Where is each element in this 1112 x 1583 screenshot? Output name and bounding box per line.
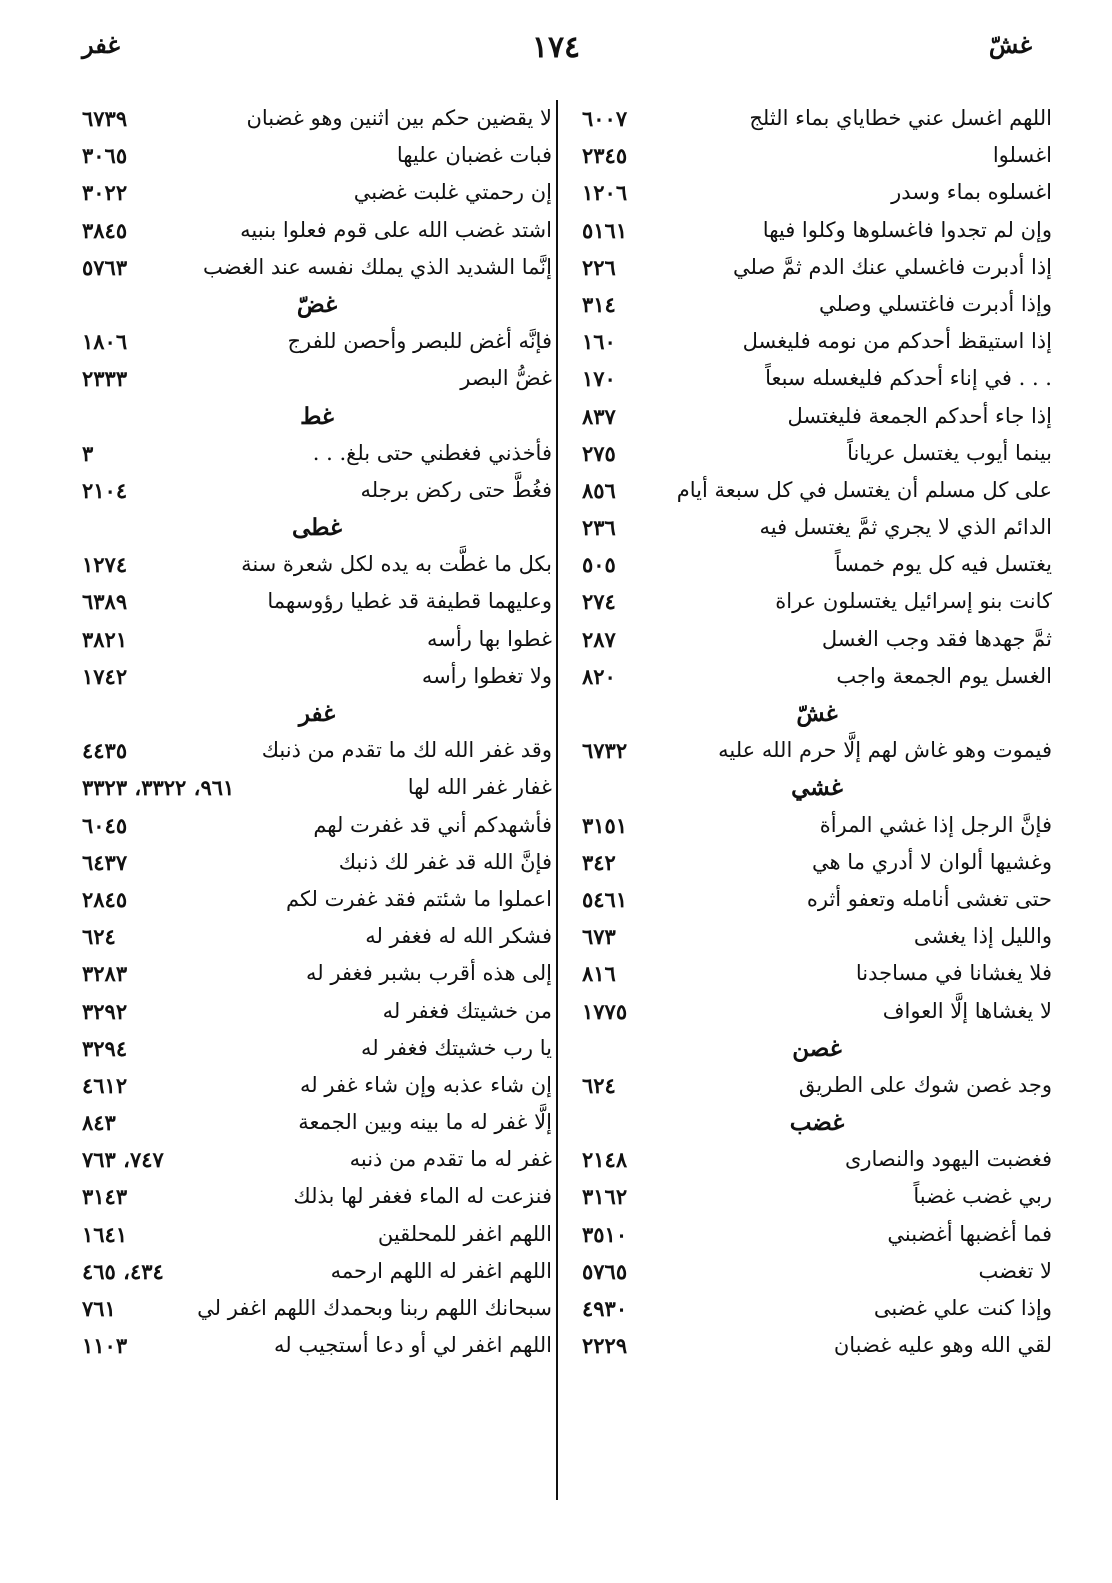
entry-reference: ٥٧٦٣	[82, 254, 128, 280]
entry-text: يا رب خشيتك فغفر له	[361, 1035, 552, 1060]
index-entry	[582, 546, 1052, 583]
entry-text: وجد غصن شوك على الطريق	[798, 1072, 1052, 1097]
entry-reference: ٣٨٢١	[82, 626, 128, 652]
entry-reference: ٥٧٦٥	[582, 1258, 628, 1284]
entry-reference: ١٢٠٦	[582, 180, 628, 206]
section-heading	[82, 695, 552, 732]
entry-reference: ٦٧٣٩	[82, 106, 128, 131]
entry-reference: ١٧٤٢	[82, 663, 128, 689]
index-entry	[582, 658, 1052, 695]
index-entry	[582, 1327, 1052, 1364]
index-entry	[582, 137, 1052, 174]
entry-reference: ٥٤٦١	[582, 886, 628, 912]
entry-reference: ١٢٧٤	[82, 552, 128, 578]
entry-reference: ٢٧٥	[582, 440, 616, 466]
entry-reference: ٣١٤٣	[82, 1184, 128, 1210]
entry-text: اللهم اغفر للمحلقين	[377, 1221, 552, 1246]
entry-text: إلَّا غفر له ما بينه وبين الجمعة	[298, 1110, 552, 1135]
entry-text: فإنَّه أغض للبصر وأحصن للفرج	[287, 329, 552, 354]
index-entry	[582, 435, 1052, 472]
section-heading	[82, 398, 552, 435]
entry-text: . . . في إناء أحدكم فليغسله سبعاً	[765, 366, 1052, 391]
entry-text: لا تغضب	[978, 1258, 1052, 1283]
index-entry	[82, 1141, 552, 1178]
index-entry	[582, 286, 1052, 323]
entry-text: على كل مسلم أن يغتسل في كل سبعة أيام	[676, 477, 1052, 502]
index-entry	[582, 583, 1052, 620]
entry-text: إذا جاء أحدكم الجمعة فليغتسل	[787, 403, 1052, 428]
entry-reference: ٣٢٩٤	[82, 1035, 128, 1061]
index-entry	[82, 1178, 552, 1215]
entry-text: فيموت وهو غاش لهم إلَّا حرم الله عليه	[718, 738, 1052, 763]
entry-reference: ٤٤٣٥	[82, 738, 128, 764]
entry-reference: ٢٣٦	[582, 515, 616, 541]
entry-text: إن رحمتي غلبت غضبي	[353, 180, 552, 205]
entry-reference: ٦٠٠٧	[582, 106, 628, 131]
entry-reference: ٣٠٦٥	[82, 143, 128, 169]
entry-text: حتى تغشى أنامله وتعفو أثره	[806, 886, 1052, 911]
heading-text: غشّ	[796, 700, 838, 727]
entry-text: فأخذني فغطني حتى بلغ. . .	[312, 440, 552, 465]
entry-text: اللهم اغفر له اللهم ارحمه	[330, 1258, 552, 1283]
entry-reference: ٦٢٤	[82, 924, 116, 950]
column-divider	[556, 100, 558, 1500]
entry-text: من خشيتك فغفر له	[382, 998, 552, 1023]
entry-text: ربي غضب غضباً	[913, 1184, 1052, 1209]
index-entry	[582, 844, 1052, 881]
index-entry	[582, 1216, 1052, 1253]
entry-reference: ٢١٤٨	[582, 1147, 628, 1173]
entry-reference: ٢٣٤٥	[582, 143, 628, 169]
index-entry	[82, 249, 552, 286]
index-entry	[582, 955, 1052, 992]
entry-reference: ٢٢٦	[582, 254, 616, 280]
index-entry	[582, 360, 1052, 397]
index-entry	[82, 360, 552, 397]
index-entry	[82, 1327, 552, 1364]
index-entry	[582, 621, 1052, 658]
index-entry	[582, 1290, 1052, 1327]
entry-text: غضُّ البصر	[460, 366, 552, 391]
entry-text: بينما أيوب يغتسل عرياناً	[847, 440, 1052, 465]
entry-text: فبات غضبان عليها	[396, 143, 552, 168]
entry-reference: ٢١٠٤	[82, 477, 128, 503]
entry-reference: ٣١٥١	[582, 812, 628, 838]
section-heading	[582, 695, 1052, 732]
entry-reference: ٤٣٤، ٤٦٥	[82, 1258, 164, 1284]
entry-text: اعملوا ما شئتم فقد غفرت لكم	[285, 886, 552, 911]
index-entry	[82, 472, 552, 509]
section-heading	[582, 1104, 1052, 1141]
page-number: ١٧٤	[531, 30, 581, 65]
entry-text: فأشهدكم أني قد غفرت لهم	[313, 812, 552, 837]
entry-text: فإنَّ الرجل إذا غشي المرأة	[819, 812, 1052, 837]
entry-reference: ٧٦١	[82, 1296, 116, 1321]
entry-text: وإذا أدبرت فاغتسلي وصلي	[819, 291, 1052, 316]
entry-reference: ٦٢٤	[582, 1072, 616, 1098]
entry-text: وغشيها ألوان لا أدري ما هي	[812, 849, 1052, 874]
index-entry	[582, 881, 1052, 918]
entry-text: فغضبت اليهود والنصارى	[844, 1147, 1052, 1172]
entry-text: إلى هذه أقرب بشبر فغفر له	[306, 961, 552, 986]
index-entry	[582, 807, 1052, 844]
index-entry	[582, 1067, 1052, 1104]
entry-text: فنزعت له الماء فغفر لها بذلك	[293, 1184, 552, 1209]
entry-text: وإذا كنت علي غضبى	[873, 1296, 1052, 1320]
entry-reference: ٤٩٣٠	[582, 1296, 628, 1321]
index-entry	[82, 955, 552, 992]
entry-text: الغسل يوم الجمعة واجب	[836, 663, 1052, 688]
section-heading	[82, 509, 552, 546]
index-entry	[582, 509, 1052, 546]
entry-text: غفر له ما تقدم من ذنبه	[349, 1147, 552, 1172]
entry-reference: ١٦٤١	[82, 1221, 128, 1247]
entry-text: اغسلوا	[992, 143, 1052, 168]
index-entry	[582, 1253, 1052, 1290]
entry-reference: ١١٠٣	[82, 1333, 128, 1359]
index-entry	[82, 546, 552, 583]
entry-reference: ٦٠٤٥	[82, 812, 128, 838]
entry-reference: ٣١٦٢	[582, 1184, 628, 1210]
index-entry	[82, 1216, 552, 1253]
entry-text: إن شاء عذبه وإن شاء غفر له	[300, 1072, 552, 1097]
entry-reference: ٣٢٨٣	[82, 961, 128, 987]
running-head-right: غشّ	[988, 30, 1032, 59]
index-entry	[582, 732, 1052, 769]
entry-text: غطوا بها رأسه	[427, 626, 552, 651]
entry-text: فشكر الله له فغفر له	[365, 924, 552, 949]
heading-text: غضب	[789, 1109, 845, 1137]
index-entry	[82, 583, 552, 620]
entry-reference: ٣٢٩٢	[82, 998, 128, 1024]
index-entry	[582, 993, 1052, 1030]
right-column	[582, 100, 1052, 1364]
index-entry	[82, 807, 552, 844]
entry-reference: ٣٥١٠	[582, 1221, 628, 1247]
index-entry	[82, 881, 552, 918]
index-entry	[82, 323, 552, 360]
entry-reference: ٦٤٣٧	[82, 849, 128, 875]
entry-text: والليل إذا يغشى	[913, 924, 1052, 949]
index-entry	[82, 918, 552, 955]
entry-text: ولا تغطوا رأسه	[421, 663, 552, 688]
index-entry	[82, 1290, 552, 1327]
index-entry	[582, 398, 1052, 435]
index-entry	[582, 323, 1052, 360]
entry-reference: ٦٣٨٩	[82, 589, 128, 615]
heading-text: غضّ	[296, 290, 338, 318]
entry-reference: ٨١٦	[582, 961, 616, 987]
entry-reference: ٣١٤	[582, 291, 616, 317]
entry-text: اشتد غضب الله على قوم فعلوا بنبيه	[240, 217, 552, 242]
entry-text: اللهم اغسل عني خطاياي بماء الثلج	[749, 106, 1052, 130]
entry-text: كانت بنو إسرائيل يغتسلون عراة	[775, 589, 1052, 614]
index-entry	[82, 100, 552, 137]
index-entry	[82, 769, 552, 806]
index-entry	[582, 174, 1052, 211]
index-entry	[82, 1104, 552, 1141]
index-entry	[82, 1253, 552, 1290]
entry-reference: ٣٨٤٥	[82, 217, 128, 243]
entry-text: لا يغشاها إلَّا العواف	[882, 998, 1052, 1023]
entry-text: بكل ما غطَّت به يده لكل شعرة سنة	[241, 552, 552, 577]
heading-text: غفر	[298, 700, 336, 727]
entry-reference: ١٨٠٦	[82, 329, 128, 355]
entry-reference: ٩٦١، ٣٣٢٢، ٣٣٢٣	[82, 775, 235, 801]
entry-reference: ٢٣٣٣	[82, 366, 128, 392]
entry-text: وإن لم تجدوا فاغسلوها وكلوا فيها	[762, 217, 1052, 242]
heading-text: غطى	[291, 514, 343, 542]
index-entry	[82, 844, 552, 881]
entry-reference: ١٦٠	[582, 329, 616, 355]
section-heading	[582, 1030, 1052, 1067]
entry-reference: ٣	[82, 440, 94, 466]
index-entry	[82, 993, 552, 1030]
running-head-left: غفر	[82, 30, 120, 59]
entry-text: إذا استيقظ أحدكم من نومه فليغسل	[742, 329, 1052, 354]
entry-reference: ٦٧٣٢	[582, 738, 628, 764]
left-column	[82, 100, 552, 1364]
index-entry	[82, 732, 552, 769]
entry-reference: ٨٣٧	[582, 403, 616, 429]
entry-reference: ٣٠٢٢	[82, 180, 128, 206]
index-entry	[582, 918, 1052, 955]
heading-text: غط	[300, 402, 334, 430]
entry-text: لا يقضين حكم بين اثنين وهو غضبان	[246, 106, 552, 130]
index-entry	[82, 435, 552, 472]
entry-text: اللهم اغفر لي أو دعا أستجيب له	[273, 1333, 552, 1358]
entry-reference: ٨٢٠	[582, 663, 616, 689]
entry-text: إنَّما الشديد الذي يملك نفسه عند الغضب	[202, 254, 552, 279]
entry-reference: ٢٨٤٥	[82, 886, 128, 912]
entry-text: اغسلوه بماء وسدر	[891, 180, 1052, 205]
entry-reference: ١٧٠	[582, 366, 616, 392]
index-entry	[582, 212, 1052, 249]
entry-reference: ٦٧٣	[582, 924, 616, 950]
entry-reference: ٥١٦١	[582, 217, 628, 243]
index-entry	[582, 472, 1052, 509]
entry-reference: ٨٤٣	[82, 1110, 116, 1136]
entry-reference: ٧٤٧، ٧٦٣	[82, 1147, 164, 1173]
index-entry	[582, 1141, 1052, 1178]
entry-reference: ١٧٧٥	[582, 998, 628, 1024]
index-entry	[82, 174, 552, 211]
entry-text: ثمَّ جهدها فقد وجب الغسل	[821, 626, 1052, 651]
index-entry	[82, 1030, 552, 1067]
index-entry	[582, 249, 1052, 286]
entry-reference: ٣٤٢	[582, 849, 616, 875]
section-heading	[82, 286, 552, 323]
heading-text: غشي	[791, 774, 843, 802]
entry-text: الدائم الذي لا يجري ثمَّ يغتسل فيه	[759, 515, 1052, 540]
index-entry	[82, 621, 552, 658]
index-entry	[82, 658, 552, 695]
entry-text: غفار غفر الله لها	[407, 775, 552, 800]
index-entry	[82, 1067, 552, 1104]
entry-reference: ٢٨٧	[582, 626, 616, 652]
heading-text: غصن	[792, 1034, 842, 1062]
entry-text: سبحانك اللهم ربنا وبحمدك اللهم اغفر لي	[197, 1296, 552, 1320]
entry-text: وقد غفر الله لك ما تقدم من ذنبك	[261, 738, 552, 763]
entry-text: فما أغضبها أغضبني	[887, 1221, 1052, 1246]
index-entry	[82, 137, 552, 174]
entry-text: فإنَّ الله قد غفر لك ذنبك	[338, 849, 552, 874]
entry-reference: ٥٠٥	[582, 552, 616, 578]
entry-text: إذا أدبرت فاغسلي عنك الدم ثمَّ صلي	[733, 254, 1052, 279]
index-entry	[582, 1178, 1052, 1215]
entry-text: لقي الله وهو عليه غضبان	[833, 1333, 1052, 1358]
entry-text: يغتسل فيه كل يوم خمساً	[834, 552, 1052, 577]
entry-text: فغُطَّ حتى ركض برجله	[360, 477, 552, 502]
entry-text: وعليهما قطيفة قد غطيا رؤوسهما	[267, 589, 552, 614]
index-entry	[582, 100, 1052, 137]
entry-reference: ٤٦١٢	[82, 1072, 128, 1098]
index-entry	[82, 212, 552, 249]
entry-reference: ٨٥٦	[582, 477, 616, 503]
entry-text: فلا يغشانا في مساجدنا	[855, 961, 1052, 986]
entry-reference: ٢٢٢٩	[582, 1333, 628, 1359]
section-heading	[582, 769, 1052, 806]
entry-reference: ٢٧٤	[582, 589, 616, 615]
